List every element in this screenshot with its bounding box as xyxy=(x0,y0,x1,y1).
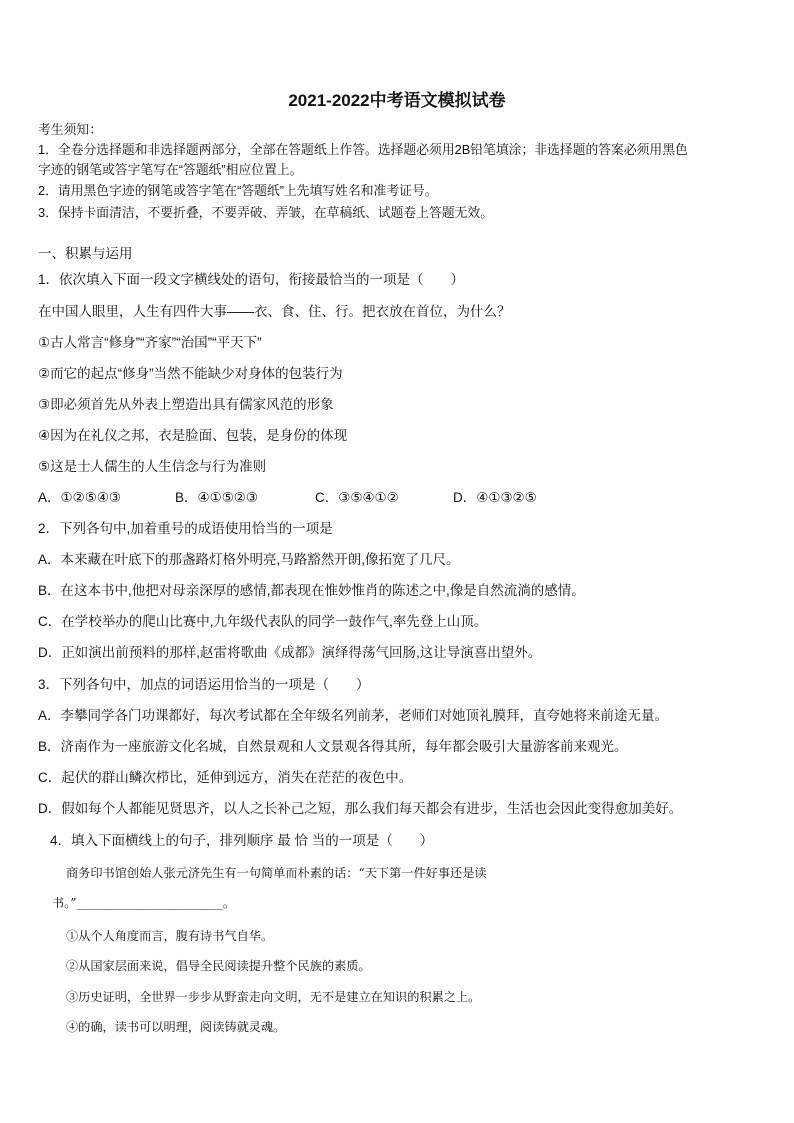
question-4-sentence: ③历史证明，全世界一步步从野蛮走向文明，无不是建立在知识的积累之上。 xyxy=(66,990,481,1004)
question-3-option: C．起伏的群山鳞次栉比，延伸到远方，消失在茫茫的夜色中。 xyxy=(38,770,413,785)
question-1-sentence: ③即必须首先从外表上塑造出具有儒家风范的形象 xyxy=(38,397,334,412)
exam-title: 2021-2022中考语文模拟试卷 xyxy=(288,91,506,110)
question-4-end-mark: 。 xyxy=(222,896,235,910)
question-4-sentence: ①从个人角度而言，腹有诗书气自华。 xyxy=(66,929,274,943)
question-1-sentence: ⑤这是士人儒生的人生信念与行为准则 xyxy=(38,459,267,474)
question-2-stem: 2．下列各句中,加着重号的成语使用恰当的一项是 xyxy=(38,521,333,536)
notice-heading: 考生须知： xyxy=(38,122,102,137)
question-3-stem: 3．下列各句中，加点的词语运用恰当的一项是（ ） xyxy=(38,677,370,692)
question-3-option: D．假如每个人都能见贤思齐，以人之长补己之短，那么我们每天都会有进步，生活也会因此变得愈加美好。 xyxy=(38,801,683,816)
question-1-option-b: B．④①⑤②③ xyxy=(175,490,259,505)
question-2-option: B．在这本书中,他把对母亲深厚的感情,都表现在惟妙惟肖的陈述之中,像是自然流淌的感情。 xyxy=(38,583,585,598)
notice-item: 2．请用黑色字迹的钢笔或答字笔在“答题纸”上先填写姓名和准考证号。 xyxy=(38,183,438,198)
question-4-passage-end xyxy=(52,893,235,913)
question-2-option: C．在学校举办的爬山比赛中,九年级代表队的同学一鼓作气,率先登上山顶。 xyxy=(38,614,488,629)
question-1-option-a: A．①②⑤④③ xyxy=(38,490,122,505)
notice-item: 字迹的钢笔或答字笔写在“答题纸”相应位置上。 xyxy=(38,162,303,177)
notice-item: 3．保持卡面清洁，不要折叠，不要弄破、弄皱，在草稿纸、试题卷上答题无效。 xyxy=(38,205,494,220)
question-3-option: B．济南作为一座旅游文化名城，自然景观和人文景观各得其所，每年都会吸引大量游客前来观光。 xyxy=(38,739,628,754)
question-1-sentence: ②而它的起点“修身”当然不能缺少对身体的包装行为 xyxy=(38,366,343,381)
question-4-stem: 4．填入下面横线上的句子，排列顺序 最 恰 当的一项是（ ） xyxy=(50,833,434,848)
question-1-option-c: C．③⑤④①② xyxy=(315,490,399,505)
question-1-passage: 在中国人眼里，人生有四件大事——衣、食、住、行。把衣放在首位，为什么？ xyxy=(38,304,511,319)
question-2-option: A．本来藏在叶底下的那盏路灯格外明亮,马路豁然开朗,像拓宽了几尺。 xyxy=(38,552,460,567)
notice-item: 1．全卷分选择题和非选择题两部分，全部在答题纸上作答。选择题必须用2B铅笔填涂；非选择题的答案必须用黑色 xyxy=(38,142,688,157)
question-1-options xyxy=(38,488,537,508)
question-3-option: A．李攀同学各门功课都好，每次考试都在全年级名列前茅，老师们对她顶礼膜拜，直夸她将来前途无量。 xyxy=(38,708,669,723)
question-1-sentence: ④因为在礼仪之邦，衣是脸面、包装，是身份的体现 xyxy=(38,428,348,443)
question-1-option-d: D．④①③②⑤ xyxy=(453,490,537,505)
question-4-passage-line2: 书。” xyxy=(52,896,77,910)
answer-blank: ________________________ xyxy=(76,896,223,910)
question-4-passage: 商务印书馆创始人张元济先生有一句简单而朴素的话：“天下第一件好事还是读 xyxy=(66,866,487,880)
question-4-sentence: ②从国家层面来说，倡导全民阅读提升整个民族的素质。 xyxy=(66,959,371,973)
question-1-sentence: ①古人常言“修身”“齐家”“治国”“平天下” xyxy=(38,335,262,350)
section-heading: 一、积累与运用 xyxy=(38,246,133,261)
question-4-sentence: ④的确，读书可以明理，阅读铸就灵魂。 xyxy=(66,1020,286,1034)
question-2-option: D．正如演出前预料的那样,赵雷将歌曲《成都》演绎得荡气回肠,这让导演喜出望外。 xyxy=(38,645,542,660)
question-1-stem: 1．依次填入下面一段文字横线处的语句，衔接最恰当的一项是（ ） xyxy=(38,272,465,287)
